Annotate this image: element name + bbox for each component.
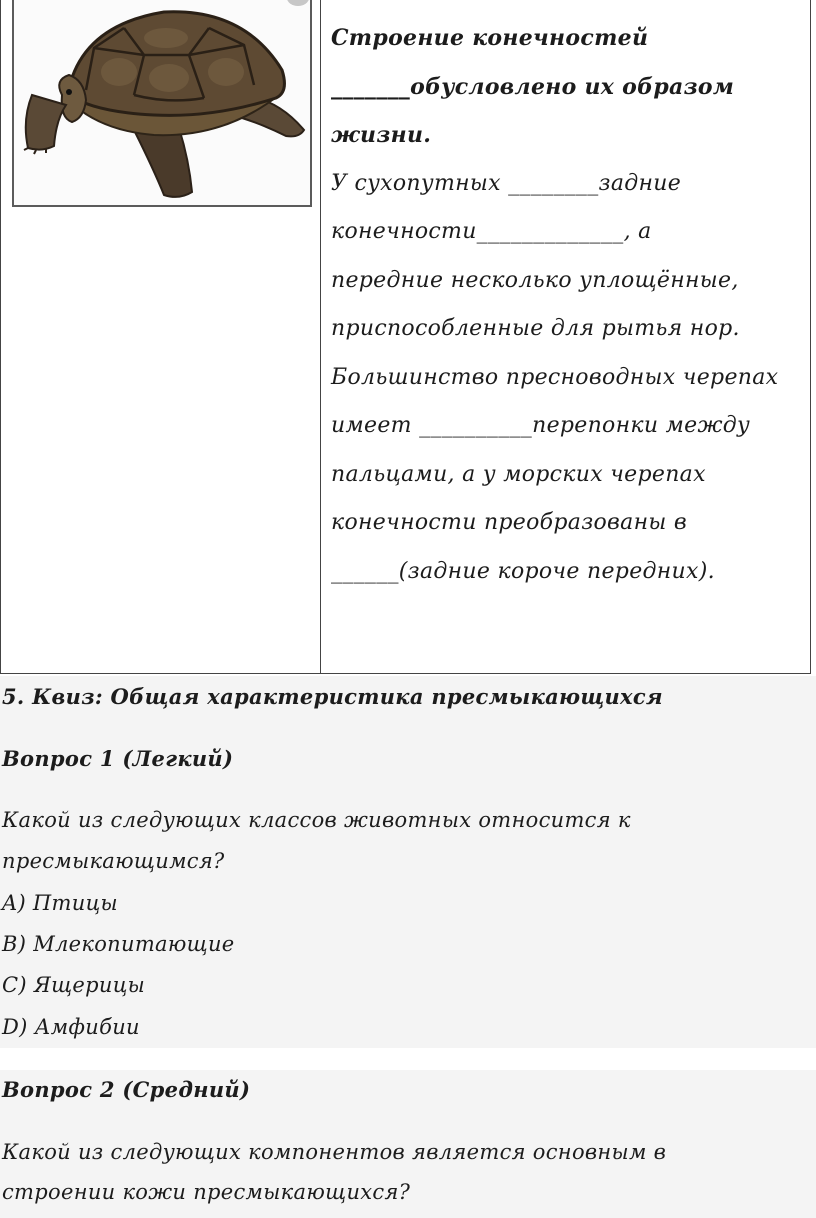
question-1-title: Вопрос 1 (Легкий)	[2, 746, 234, 771]
fill-in-text	[321, 0, 810, 673]
text-line: приспособленные для рытья нор.	[331, 316, 740, 341]
option-a[interactable]: A) Птицы	[2, 891, 118, 915]
text-line: ______(задние короче передних).	[331, 558, 715, 584]
text-line: передние несколько уплощённые,	[331, 267, 739, 293]
text-line: конечности_____________, а	[331, 219, 652, 244]
question-2-text: строении кожи пресмыкающихся?	[2, 1180, 411, 1204]
text-line: Большинство пресноводных черепах	[331, 364, 779, 390]
text-line: конечности преобразованы в	[331, 510, 687, 535]
question-1-text: Какой из следующих классов животных относится к	[2, 808, 631, 832]
text-line: _______обусловлено их образом	[331, 73, 735, 100]
tortoise-photo	[12, 0, 312, 207]
option-d[interactable]: D) Амфибии	[2, 1015, 140, 1039]
quiz-heading: 5. Квиз: Общая характеристика пресмыкающихся	[2, 684, 663, 709]
text-line: Строение конечностей	[331, 25, 649, 51]
option-b[interactable]: B) Млекопитающие	[2, 932, 235, 956]
option-c[interactable]: C) Ящерицы	[2, 973, 146, 997]
question-1-text: пресмыкающимся?	[2, 849, 225, 873]
quiz-question-2	[0, 1070, 816, 1218]
text-line: жизни.	[331, 122, 432, 148]
text-line: пальцами, а у морских черепах	[331, 461, 706, 487]
question-2-title: Вопрос 2 (Средний)	[2, 1077, 251, 1102]
image-cell	[1, 0, 321, 673]
question-2-text: Какой из следующих компонентов является основным в	[2, 1140, 667, 1164]
tortoise-illustration	[14, 0, 312, 205]
quiz-section	[0, 676, 816, 1048]
text-line: У сухопутных ________задние	[331, 170, 682, 196]
text-line: имеет __________перепонки между	[331, 413, 751, 438]
